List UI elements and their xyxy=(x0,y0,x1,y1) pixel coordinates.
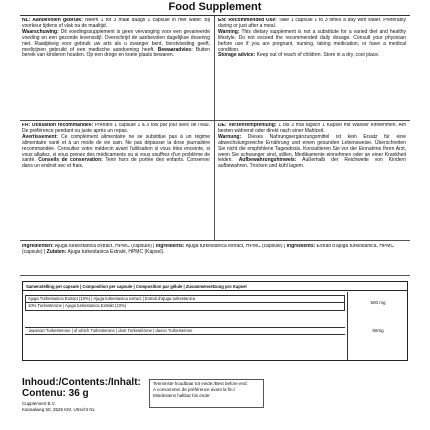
company-address: Kanaalweg 50, 3526 KM, Utrecht NL xyxy=(22,407,96,412)
ingredients-fr-text: Extrait d'ajuga turkestanica, HPMC (capsule) | xyxy=(22,244,395,255)
en-storage-label: Storage advice: xyxy=(218,52,256,59)
en-warning-label: Warning: xyxy=(218,28,240,35)
table-row-extract xyxy=(25,295,345,311)
nl-warning xyxy=(22,30,210,60)
fr-section xyxy=(22,123,210,238)
nl-usage-label: NL: Aanbevolen gebruik: xyxy=(22,18,83,23)
ingredients-nl-text: Ajuga turkestanica extract, HPMC (capsule) | xyxy=(53,244,156,249)
ingredients-en-text: Ajuga turkestanica extract, HPMC (capsule) | xyxy=(184,244,287,249)
de-warning-text: Dieses Nahrungsergänzungsmittel ist kein Ersatz für eine abwechslungsreiche Ernährung und einen gesunden Lebensweise. Überschreiten Sie nicht die empfohlene Tagesdosis. Konsultieren Sie vor der Einnahme Ihren Arzt, wenn Sie schwanger sind, stillen, Medikamente einnehmen oder an einer Krankheit leiden. xyxy=(218,133,406,164)
table-row-turkesterone: waarvan Turkesterone | of which Turkesterone | dont Turkestérone | davon Turkesterone xyxy=(25,327,345,335)
ingredients-line xyxy=(22,244,408,256)
nl-warning-label: Waarschuwing: xyxy=(22,28,59,35)
en-usage-text: Take 1 capsule 1 to 3 times a day with water. Preferably during or just after a meal. xyxy=(218,18,406,29)
de-usage-label: DE: Verzehrempfehlung: xyxy=(218,123,277,128)
best-before-fr: A consommer de préférence avant la fin:/ xyxy=(153,387,236,392)
en-section xyxy=(218,18,406,118)
best-before-nl-en: Tenminste houdbaar tot einde:/Best before end: xyxy=(153,381,248,386)
de-warning-label: Warnung: xyxy=(218,133,242,140)
nl-usage-text: Neem 1 tot 3 maal daags 1 capsule in met water. Bij voorkeur tijdens of vlak na de maaltijd. xyxy=(22,18,210,29)
en-usage-label: EN: Recommended Use: xyxy=(218,18,277,23)
contents-value: Contenu: 36 g xyxy=(22,388,89,399)
table-row-extract-line2: 10% Turkesterone | Ajuga turkestanica Extrakt (10%) xyxy=(26,302,344,309)
ingredients-en-label: Ingredients: xyxy=(155,244,185,249)
de-section xyxy=(218,123,406,238)
fr-warning xyxy=(22,135,210,170)
table-row-extract-line1: Ajuga Turkestanica Extract (10%) | Ajuga turkestanica extract | Extrait d'ajuga turkestanica xyxy=(28,296,196,301)
nl-warning-text: Dit voedingssupplement is geen vervanging voor een gevarieerde voeding en een gezonde levensstijl. Overschrijd de aanbevolen dagelijkse dosering niet. Raadpleeg voor gebruik uw arts als u zwanger bent, borstvoeding geeft, medicijnen gebruikt of een medische aandoening heeft. xyxy=(22,28,210,53)
ingredients-de-label: Zutaten: xyxy=(46,248,67,255)
en-warning-text: This dietary supplement is not a substitute for a varied diet and healthy lifestyle. Do not exceed the recommended daily dosage. Consult your physician before use if you are pregnant, nursing, taking medication, or have a medical condition. xyxy=(218,28,406,53)
en-storage-text: Keep out of reach of children. Store in a dry, cool place. xyxy=(255,52,380,59)
fr-warning-text: Ce complément alimentaire ne se substitue pas à un régime alimentaire varié et à un mode de vie sain. Ne pas dépasser la dose journalière recommandée. Consultez votre médecin avant l'utilisation si vous êtes enceinte, si vous allaitez, si vous prenez des médicaments ou si vous souffrez d'un problème de santé. xyxy=(22,133,210,164)
table-column-divider xyxy=(347,292,348,360)
contents-label: Inhoud:/Contents:/Inhalt: xyxy=(22,377,141,388)
section-divider-3 xyxy=(20,275,410,276)
company-name: Cupplement B.V. xyxy=(22,401,56,406)
best-before-box xyxy=(149,379,264,408)
fr-usage-text: Prendre 1 capsule 1 à 3 fois par jour avec de l'eau. De préférence pendant ou juste après un repas. xyxy=(22,123,210,134)
de-storage-label: Aufbewahrungshinweis: xyxy=(238,157,297,164)
page-title: Food Supplement xyxy=(168,1,262,13)
nl-section xyxy=(22,18,210,118)
nl-storage-label: Bewaaradvies: xyxy=(157,46,193,53)
table-row-turkesterone-value: 50mg xyxy=(372,328,384,333)
ingredients-fr-label: Ingrédients: xyxy=(286,244,316,249)
de-warning xyxy=(218,135,406,170)
de-storage-text: Außerhalb der Reichweite von Kindern aufbewahren. Trocken und kühl lagern. xyxy=(218,157,406,170)
fr-warning-label: Avertissement: xyxy=(22,133,58,140)
fr-storage-text: Tenir hors de portée des enfants. Conserver dans un endroit sec et frais. xyxy=(22,157,210,170)
de-usage-text: 1 bis 3 mal täglich 1 Kapsel mit Wasser einnehmen. Am besten während oder direkt nach einer Mahlzeit. xyxy=(218,123,406,134)
top-rule xyxy=(20,15,410,16)
column-divider xyxy=(214,16,215,240)
composition-table xyxy=(22,281,408,361)
fr-storage-label: Conseils de conservation: xyxy=(38,157,103,164)
nl-storage-text: Buiten bereik van kinderen houden. Op een droge en koele plaats bewaren. xyxy=(22,46,210,59)
section-divider-2 xyxy=(20,240,410,241)
en-storage xyxy=(218,53,406,59)
table-header: Samenstelling per capsule | Composition per capsule | Composition par gélule | Zusammensetzung pro Kapsel xyxy=(23,284,407,291)
company-info xyxy=(22,401,95,413)
fr-usage-label: FR: Utilisation recommandée: xyxy=(22,123,94,128)
best-before-de: Mindestens haltbar bis ende: xyxy=(153,393,211,398)
ingredients-section xyxy=(22,244,408,272)
table-row-extract-value: 500 mg xyxy=(370,300,386,305)
ingredients-nl-label: Ingrediënten: xyxy=(22,244,54,249)
en-warning xyxy=(218,30,406,54)
ingredients-de-text: Ajuga turkestanica Extrakt, HPMC (Kapsel). xyxy=(66,248,165,255)
section-divider-1 xyxy=(20,120,410,121)
